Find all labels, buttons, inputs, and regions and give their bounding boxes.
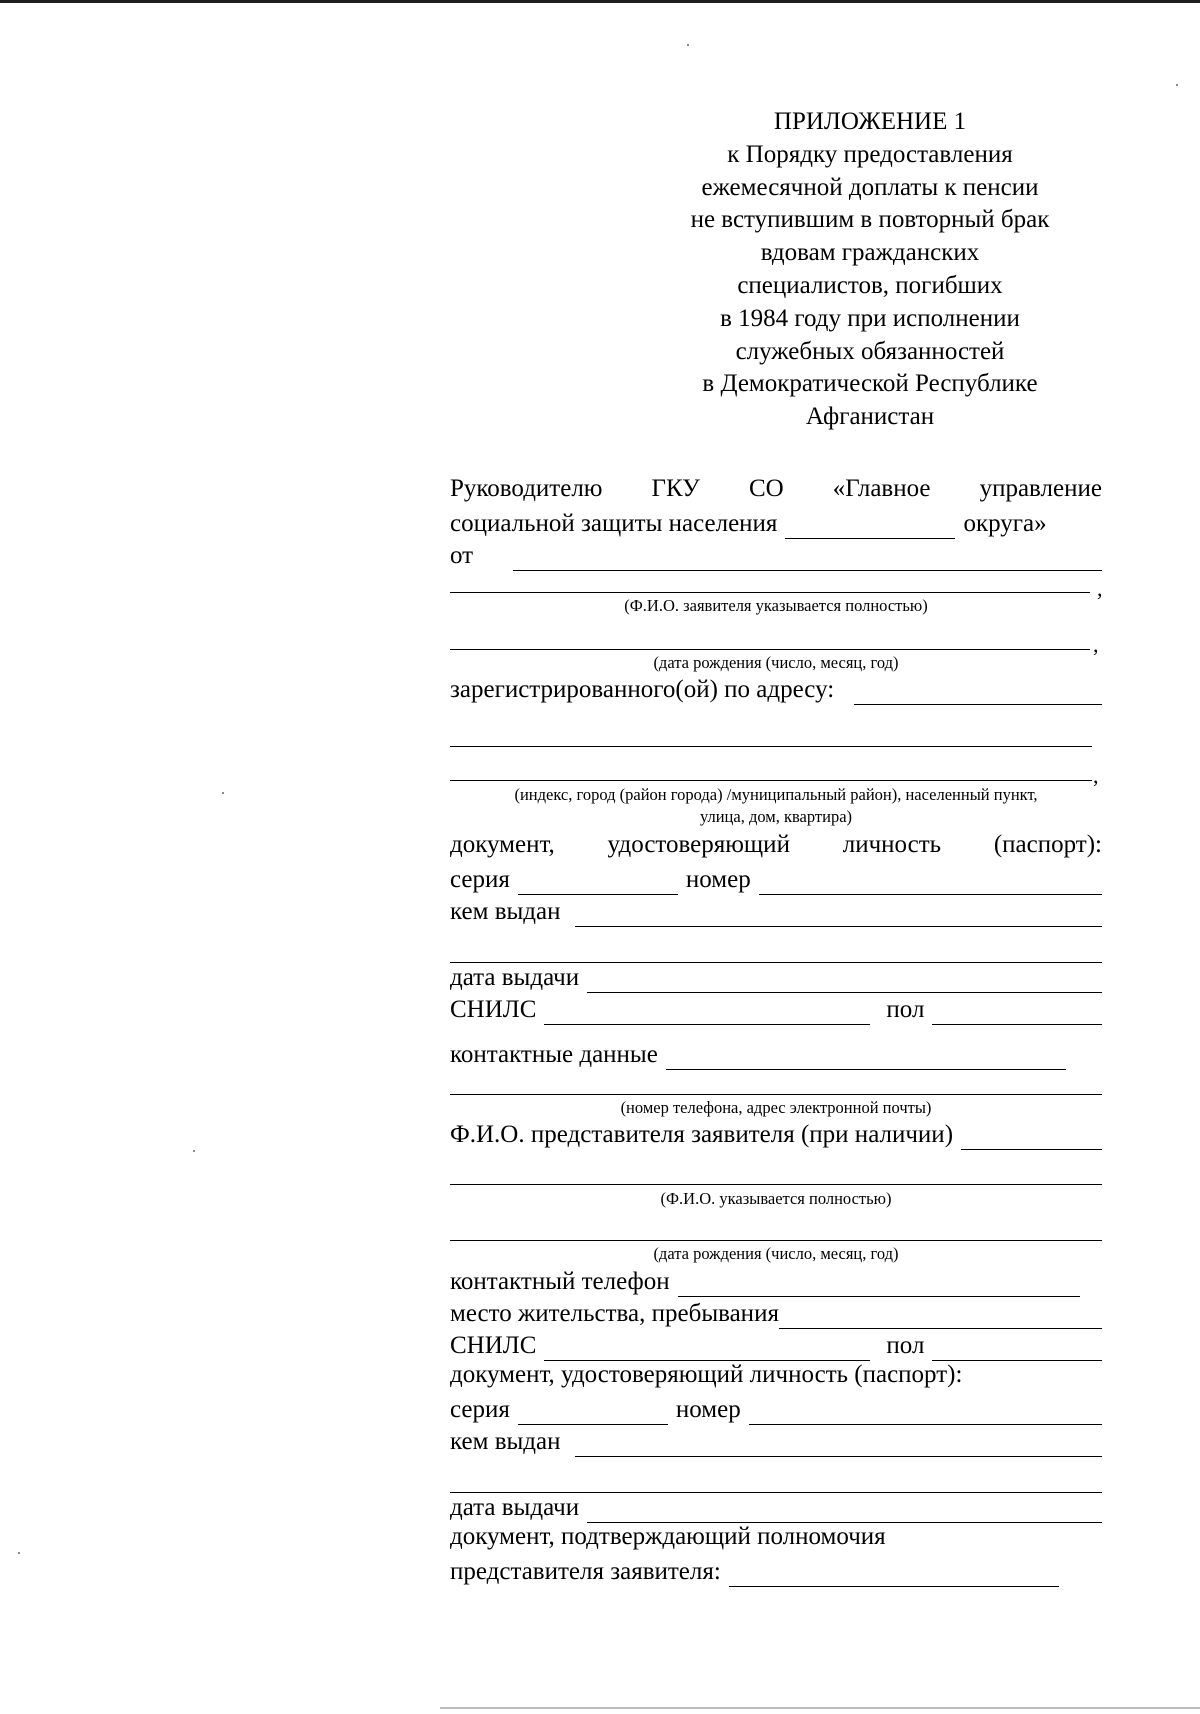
- number-label: номер: [685, 866, 751, 893]
- rep-series-label: серия: [450, 1396, 510, 1423]
- scan-speck: [18, 1552, 20, 1554]
- appendix-line: к Порядку предоставления: [727, 140, 1013, 168]
- rep-series-number-row: [450, 1392, 1102, 1425]
- address-field-3[interactable]: [450, 780, 1092, 781]
- rep-authority-row-1: [450, 1522, 1102, 1555]
- id-doc-word: документ,: [450, 831, 555, 858]
- rep-passport-number-field[interactable]: [749, 1396, 1102, 1425]
- snils-label: СНИЛС: [450, 996, 537, 1023]
- scan-speck: [193, 1150, 195, 1152]
- passport-series-field[interactable]: [518, 866, 678, 895]
- rep-snils-row: [450, 1328, 1102, 1361]
- scan-top-border: [0, 0, 1200, 3]
- scan-bottom-border: [440, 1707, 1200, 1709]
- address-field-2[interactable]: [450, 746, 1092, 747]
- rep-sex-label: пол: [886, 1332, 925, 1359]
- scan-speck: [1176, 84, 1178, 86]
- issue-date-row: [450, 960, 1102, 993]
- comma: ,: [1093, 763, 1099, 788]
- rep-fio-caption: (Ф.И.О. указывается полностью): [660, 1189, 892, 1208]
- rep-residence-label: место жительства, пребывания: [450, 1300, 779, 1327]
- addressee-word: Руководителю: [450, 475, 603, 502]
- appendix-header: [640, 106, 1100, 434]
- rep-fio-label: Ф.И.О. представителя заявителя (при наличии): [450, 1121, 954, 1148]
- appendix-line: ежемесячной доплаты к пенсии: [701, 173, 1039, 201]
- rep-issued-by-label: кем выдан: [450, 1428, 561, 1455]
- applicant-name-field[interactable]: [513, 542, 1102, 571]
- rep-issue-date-row: [450, 1490, 1102, 1523]
- series-number-row: [450, 862, 1102, 895]
- appendix-line: служебных обязанностей: [735, 337, 1005, 365]
- issued-by-label: кем выдан: [450, 898, 561, 925]
- rep-authority-row-2: [450, 1554, 1102, 1587]
- address-field[interactable]: [854, 676, 1102, 705]
- appendix-line: в Демократической Республике: [702, 370, 1038, 398]
- rep-issue-date-field[interactable]: [587, 1494, 1102, 1523]
- issue-date-field[interactable]: [587, 964, 1102, 993]
- applicant-birth-caption: (дата рождения (число, месяц, год): [653, 653, 899, 672]
- addressee-word: СО: [748, 475, 784, 502]
- appendix-line: не вступившим в повторный брак: [690, 206, 1050, 234]
- addressee-line-1: [450, 474, 1102, 507]
- comma: ,: [1093, 632, 1099, 657]
- id-doc-word: удостоверяющий: [607, 831, 790, 858]
- id-doc-word: личность: [842, 831, 942, 858]
- passport-number-field[interactable]: [759, 866, 1102, 895]
- rep-id-doc: документ, удостоверяющий личность (паспорт):: [450, 1361, 963, 1388]
- id-doc-row: [450, 830, 1102, 863]
- contacts-caption: (номер телефона, адрес электронной почты): [620, 1098, 932, 1117]
- appendix-line: ПРИЛОЖЕНИЕ 1: [773, 108, 967, 135]
- appendix-line: вдовам гражданских: [760, 239, 980, 267]
- district-field[interactable]: [785, 510, 955, 539]
- from-label: от: [450, 542, 474, 569]
- contacts-field[interactable]: [666, 1041, 1066, 1070]
- rep-fio-field-2[interactable]: [450, 1184, 1102, 1185]
- appendix-line: специалистов, погибших: [737, 271, 1003, 299]
- addressee-text: социальной защиты населения: [450, 510, 778, 537]
- address-caption-2: улица, дом, квартира): [699, 807, 853, 826]
- sex-field[interactable]: [932, 996, 1102, 1025]
- addressee-word: «Главное: [832, 475, 931, 502]
- rep-birthdate-field[interactable]: [450, 1240, 1102, 1241]
- contacts-label: контактные данные: [450, 1041, 658, 1068]
- rep-authority-doc-2: представителя заявителя:: [450, 1558, 721, 1585]
- registered-row: [450, 672, 1102, 705]
- id-doc-word: (паспорт):: [993, 831, 1102, 858]
- rep-phone-row: [450, 1264, 1102, 1297]
- rep-birth-caption: (дата рождения (число, месяц, год): [653, 1244, 899, 1263]
- applicant-fio-caption: (Ф.И.О. заявителя указывается полностью): [624, 596, 928, 615]
- rep-authority-doc: документ, подтверждающий полномочия: [450, 1523, 886, 1550]
- rep-id-doc-row: [450, 1360, 1102, 1393]
- issued-by-field[interactable]: [575, 898, 1103, 927]
- contacts-row: [450, 1037, 1102, 1070]
- appendix-line: в 1984 году при исполнении: [720, 304, 1020, 332]
- rep-residence-row: [450, 1296, 1102, 1329]
- addressee-word: управление: [979, 475, 1102, 502]
- sex-label: пол: [886, 996, 925, 1023]
- addressee-word: ГКУ: [651, 475, 700, 502]
- rep-number-label: номер: [675, 1396, 741, 1423]
- scan-speck: [222, 792, 224, 794]
- applicant-name-field-2[interactable]: [450, 592, 1090, 593]
- scan-speck: [687, 44, 689, 46]
- snils-field[interactable]: [544, 996, 870, 1025]
- appendix-line: Афганистан: [805, 403, 935, 431]
- rep-phone-field[interactable]: [678, 1268, 1080, 1297]
- rep-issue-date-label: дата выдачи: [450, 1494, 580, 1521]
- snils-row: [450, 992, 1102, 1025]
- contacts-field-2[interactable]: [450, 1094, 1102, 1095]
- series-label: серия: [450, 866, 510, 893]
- rep-issued-by-row: [450, 1424, 1102, 1457]
- registered-label: зарегистрированного(ой) по адресу:: [450, 676, 835, 703]
- rep-fio-field[interactable]: [961, 1121, 1102, 1150]
- rep-issued-by-field[interactable]: [575, 1428, 1103, 1457]
- addressee-text-end: округа»: [963, 510, 1047, 537]
- rep-snils-field[interactable]: [544, 1332, 870, 1361]
- rep-fio-row: [450, 1117, 1102, 1150]
- rep-sex-field[interactable]: [932, 1332, 1102, 1361]
- issued-by-row: [450, 894, 1102, 927]
- rep-passport-series-field[interactable]: [518, 1396, 668, 1425]
- comma: ,: [1097, 576, 1103, 601]
- address-caption-1: (индекс, город (район города) /муниципальный район), населенный пункт,: [514, 785, 1038, 804]
- from-row: [450, 538, 1102, 571]
- addressee-line-2: [450, 506, 1102, 539]
- rep-phone-label: контактный телефон: [450, 1268, 670, 1295]
- rep-snils-label: СНИЛС: [450, 1332, 537, 1359]
- applicant-birthdate-field[interactable]: [450, 649, 1090, 650]
- rep-authority-field[interactable]: [729, 1558, 1059, 1587]
- rep-residence-field[interactable]: [779, 1300, 1102, 1329]
- issue-date-label: дата выдачи: [450, 964, 580, 991]
